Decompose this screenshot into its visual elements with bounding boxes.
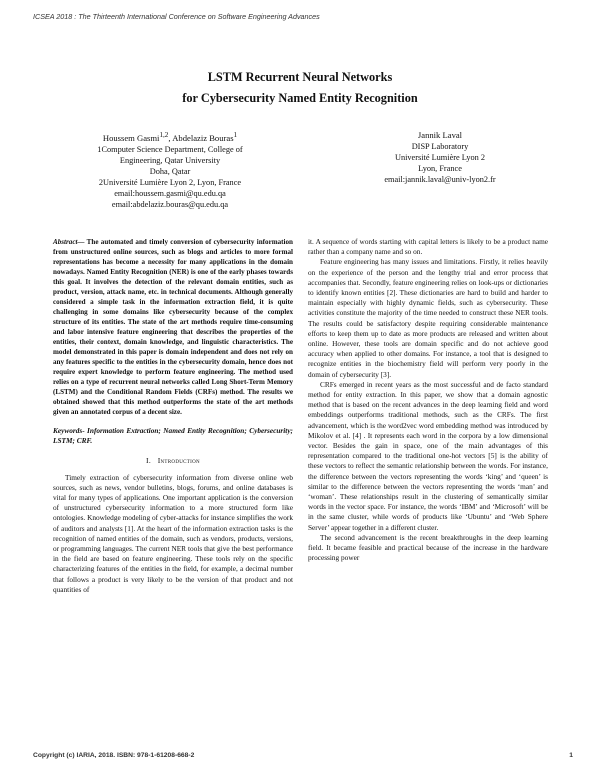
author-block-1: [70, 130, 270, 210]
author-names: [70, 130, 270, 144]
section-heading: [53, 456, 293, 466]
body-paragraph: Feature engineering has many issues and limitations. Firstly, it relies heavily on the experience of the person and the lengthy trial and error process that accompanies that. Secondly, feature engineering relies on look-ups or dictionaries to identify known entities [2]. These dictionaries are hard to build and harder to maintain especially with highly dynamic fields, such as cybersecurity. These activities constitute the majority of the time needed to construct these NER tools. The results could be satisfactory despite requiring considerable maintenance efforts to keep them up to date as more products are released and written about online. However, these tools are domain specific and do not achieve good accuracy when applied to other domains. For instance, a tool that is designed to recognize entities in the biochemistry field will perform very poorly in the domain of cybersecurity [3].: [308, 257, 548, 379]
right-column: [308, 237, 548, 564]
affiliation-line: Engineering, Qatar University: [119, 155, 221, 165]
body-paragraph: Timely extraction of cybersecurity information from diverse online web sources, such as news, vendor bulletins, blogs, forums, and online databases is vital for many types of applications. One important application is the conversion of unstructured cybersecurity information to a more structured form like ontologies. Knowledge modeling of cyber-attacks for instance simplifies the work of auditors and analysts [1]. At the heart of the information extraction tasks is the recognition of named entities of the domain, such as vendors, products, versions, or programming languages. The current NER tools that give the best performance in the field are based on feature engineering. These tools rely on the specific characterizing features of the entities in the field, for example, a decimal number that follows a product is very likely to be the version of that product and not quantities of: [53, 472, 293, 594]
author-email: email:abdelaziz.bouras@qu.edu.qa: [111, 199, 229, 209]
section-title: Introduction: [157, 456, 200, 466]
affiliation-line: 1Computer Science Department, College of: [97, 144, 243, 154]
keywords-text: Information Extraction; Named Entity Recognition; Cybersecurity; LSTM; CRF.: [53, 426, 293, 446]
left-column: [53, 237, 293, 595]
body-paragraph: The second advancement is the recent breakthroughs in the deep learning field. It became feasible and practical because of the increase in the hardware processing power: [308, 532, 548, 563]
body-paragraph: CRFs emerged in recent years as the most successful and de facto standard method for entity extraction. In this paper, we show that a domain agnostic method that is based on the recent advances in the deep learning field and word embeddings outperforms traditional methods, such as the CRFs. The first advancement, which is the word2vec word embedding method was introduced by Mikolov et al. [4] . It represents each word in the corpora by a low dimensional vector. Besides the gain in space, one of the main advantages of this representation compared to the traditional one-hot vectors [5] is the ability of these vectors to reflect the semantic relationship between the words. For instance, the difference between the vectors representing the words ‘king’ and ‘queen’ is similar to the difference between the vectors representing the words ‘man’ and ‘woman’. These relationships result in the clustering of semantically similar words in the vector space. For instance, the words ‘IBM’ and ‘Microsoft’ will be in the same cluster, while words of products like ‘Ubuntu’ and ‘Web Sphere Server’ appear together in a different cluster.: [308, 379, 548, 532]
author-separator: ,: [168, 132, 173, 143]
abstract-text: The automated and timely conversion of cybersecurity information from unstructured online sources, such as blogs and articles to more formal representations has become a necessity for many applications in the domain nowadays. Named Entity Recognition (NER) is one of the early phases towards this goal. It involves the detection of the relevant domain entities, such as product, version, attack name, etc. in technical documents. Although generally considered a simple task in the information extraction field, it is quite challenging in some domains like cybersecurity because of the complex structure of its entities. The state of the art methods require time-consuming and labor intensive feature engineering that describes the properties of the entities, their context, domain knowledge, and linguistic characteristics. The model demonstrated in this paper is domain independent and does not rely on any features specific to the entities in the cybersecurity domain, hence does not require expert knowledge to perform feature engineering. The method used relies on a type of recurrent neural networks called Long Short-Term Memory (LSTM) and the Conditional Random Fields (CRFs) method. The results we obtained showed that this method outperforms the state of the art methods given an annotated corpus of a decent size.: [53, 238, 293, 416]
page-footer: [33, 752, 573, 759]
abstract: [53, 237, 293, 417]
author-name: Jannik Laval: [417, 130, 463, 140]
keywords-lead: Keywords-: [53, 426, 85, 435]
abstract-lead: Abstract—: [53, 238, 85, 246]
affiliation-sup: 1: [233, 131, 238, 139]
author-email: email:houssem.gasmi@qu.edu.qa: [114, 188, 226, 198]
affiliation-line: DISP Laboratory: [411, 142, 469, 151]
running-header: ICSEA 2018 : The Thirteenth International Conference on Software Engineering Advances: [33, 12, 320, 21]
author-email: email:jannik.laval@univ-lyon2.fr: [384, 175, 496, 184]
section-number: I.: [146, 456, 152, 466]
body-paragraph: it. A sequence of words starting with capital letters is likely to be a product name rather than a company name and so on.: [308, 237, 548, 257]
author-name: Houssem Gasmi: [102, 132, 160, 143]
affiliation-line: Université Lumière Lyon 2: [394, 153, 486, 162]
affiliation-sup: 1,2: [159, 131, 169, 139]
page-number: 1: [569, 752, 573, 759]
author-block-2: [340, 130, 540, 185]
affiliation-line: Lyon, France: [418, 164, 462, 173]
copyright-notice: Copyright (c) IARIA, 2018. ISBN: 978-1-61208-668-2: [33, 752, 195, 759]
affiliation-line: 2Université Lumière Lyon 2, Lyon, France: [98, 177, 242, 187]
keywords: [53, 426, 293, 446]
affiliation-line: Doha, Qatar: [149, 166, 191, 176]
paper-title-line-1: LSTM Recurrent Neural Networks: [207, 70, 393, 84]
author-name: Abdelaziz Bouras: [172, 132, 234, 143]
paper-title-line-2: for Cybersecurity Named Entity Recognition: [182, 91, 418, 105]
